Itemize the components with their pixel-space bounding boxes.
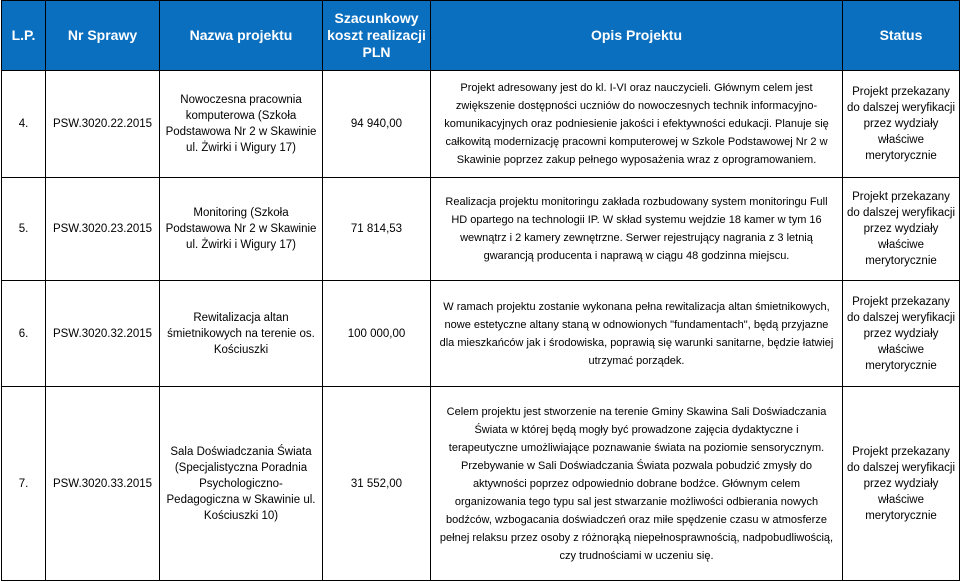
row-koszt: 31 552,00 [323,387,431,581]
row-nazwa-projektu: Sala Doświadczania Świata (Specjalistyczna Poradnia Psychologiczno-Pedagogiczna w Skawinie ul. Kościuszki 10) [160,387,323,581]
row-nazwa-projektu: Nowoczesna pracownia komputerowa (Szkoła Podstawowa Nr 2 w Skawinie ul. Żwirki i Wigury 17) [160,71,323,178]
table-row [2,71,960,178]
row-nazwa-projektu: Monitoring (Szkoła Podstawowa Nr 2 w Skawinie ul. Żwirki i Wigury 17) [160,178,323,281]
row-koszt: 94 940,00 [323,71,431,178]
row-opis-projektu: Celem projektu jest stworzenie na terenie Gminy Skawina Sali Doświadczania Świata w której będą mogły być prowadzone zajęcia dydaktyczne i terapeutyczne umożliwiające poznawanie świata na poziomie sensorycznym. Przebywanie w Sali Doświadczania Świata pozwala pobudzić zmysły do aktywności poprzez odpowiednio dobrane bodźce. Głównym celem organizowania tego typu sal jest stwarzanie możliwości odbierania nowych bodźców, wzbogacania doświadczeń oraz miłe spędzenie czasu w atmosferze pełnej relaksu przez osoby z różnorąką niepełnosprawnością, nadpobudliwością, czy trudnościami w uczeniu się. [431,387,843,581]
row-lp: 5. [2,178,46,281]
header-nazwa-projektu: Nazwa projektu [160,1,323,71]
header-row [2,1,960,71]
header-opis-projektu: Opis Projektu [431,1,843,71]
row-nr-sprawy: PSW.3020.32.2015 [46,281,160,387]
row-nr-sprawy: PSW.3020.23.2015 [46,178,160,281]
row-status: Projekt przekazany do dalszej weryfikacji przez wydziały właściwe merytorycznie [843,387,960,581]
row-nr-sprawy: PSW.3020.33.2015 [46,387,160,581]
projects-table [1,0,960,581]
row-nr-sprawy: PSW.3020.22.2015 [46,71,160,178]
header-status: Status [843,1,960,71]
row-koszt: 100 000,00 [323,281,431,387]
row-status: Projekt przekazany do dalszej weryfikacji przez wydziały właściwe merytorycznie [843,71,960,178]
table-row [2,178,960,281]
row-opis-projektu: W ramach projektu zostanie wykonana pełna rewitalizacja altan śmietnikowych, nowe estetyczne altany staną w odnowionych "fundamentach", będą przyjazne dla mieszkańców jak i środowiska, poprawią się warunki sanitarne, będzie łatwiej utrzymać porządek. [431,281,843,387]
row-status: Projekt przekazany do dalszej weryfikacji przez wydziały właściwe merytorycznie [843,281,960,387]
row-lp: 4. [2,71,46,178]
table-row [2,387,960,581]
header-lp: L.P. [2,1,46,71]
row-status: Projekt przekazany do dalszej weryfikacji przez wydziały właściwe merytorycznie [843,178,960,281]
row-koszt: 71 814,53 [323,178,431,281]
row-nazwa-projektu: Rewitalizacja altan śmietnikowych na terenie os. Kościuszki [160,281,323,387]
row-opis-projektu: Realizacja projektu monitoringu zakłada rozbudowany system monitoringu Full HD opartego na technologii IP. W skład systemu wejdzie 18 kamer w tym 16 wewnątrz i 2 kamery zewnętrzne. Serwer rejestrujący nagrania z 3 letnią gwarancją producenta i naprawą w ciągu 48 godzinna miejscu. [431,178,843,281]
header-koszt: Szacunkowy koszt realizacji PLN [323,1,431,71]
row-lp: 6. [2,281,46,387]
header-nr-sprawy: Nr Sprawy [46,1,160,71]
row-lp: 7. [2,387,46,581]
row-opis-projektu: Projekt adresowany jest do kl. I-VI oraz nauczycieli. Głównym celem jest zwiększenie dostępności uczniów do nowoczesnych technik informacyjno-komunikacyjnych oraz podniesienie jakości i efektywności edukacji. Planuje się całkowitą modernizację pracowni komputerowej w Szkole Podstawowej Nr 2 w Skawinie poprzez zakup pełnego wyposażenia wraz z oprogramowaniem. [431,71,843,178]
table-row [2,281,960,387]
